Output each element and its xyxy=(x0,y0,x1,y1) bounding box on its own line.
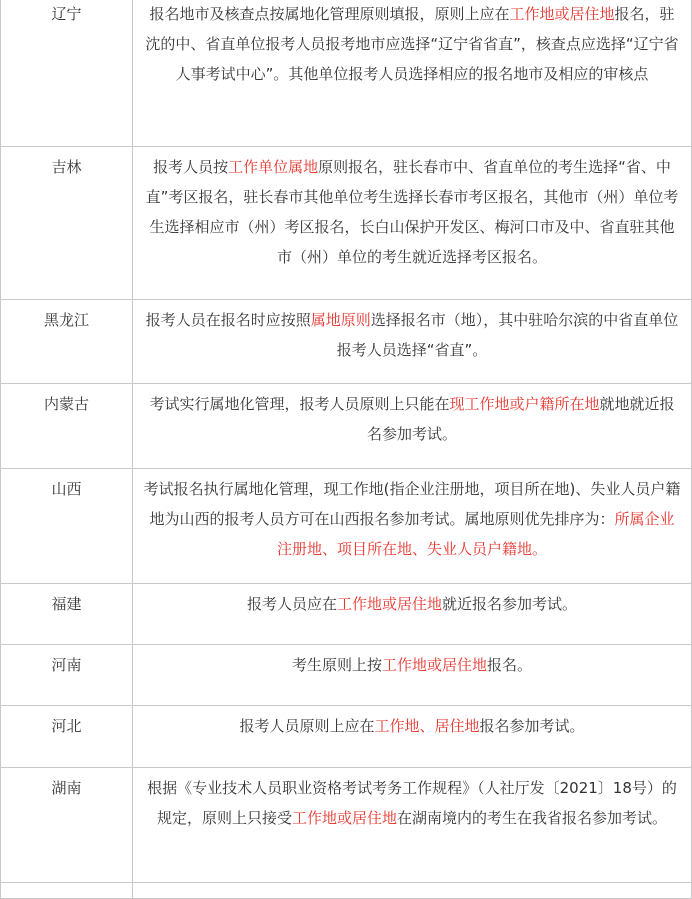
policy-cell xyxy=(133,584,692,645)
region-cell: 河北 xyxy=(1,706,133,768)
table-row xyxy=(1,384,692,469)
policy-cell xyxy=(133,706,692,768)
policy-text: 报名参加考试。 xyxy=(479,717,585,735)
highlighted-text: 工作地或居住地 xyxy=(509,5,615,23)
region-cell: 吉林 xyxy=(1,147,133,300)
policy-text: 原则报名，驻长春市中、省直单位的考生选择“省、中直”考区报名，驻长春市其他单位考生选择长春市考区报名，其他市（州）单位考生选择相应市（州）考区报名，长白山保护开发区、梅河口市及中、省直驻其他市（州）单位的考生就近选择考区报名。 xyxy=(145,158,679,266)
region-cell: 山西 xyxy=(1,469,133,584)
policy-text: 报考人员应在 xyxy=(246,595,337,613)
policy-text: 在湖南境内的考生在我省报名参加考试。 xyxy=(397,809,668,827)
highlighted-text: 工作地或居住地 xyxy=(336,595,442,613)
policy-text: 报名地市及核查点按属地化管理原则填报，原则上应在 xyxy=(149,5,510,23)
policy-cell xyxy=(133,300,692,384)
highlighted-text: 工作地或居住地 xyxy=(291,809,397,827)
highlighted-text: 所属企业注册地、项目所在地、失业人员户籍地。 xyxy=(276,510,675,558)
policy-text: 考试报名执行属地化管理，现工作地(指企业注册地，项目所在地)、失业人员户籍地为山西的报考人员方可在山西报名参加考试。属地原则优先排序为： xyxy=(143,480,681,528)
policy-cell xyxy=(133,645,692,706)
highlighted-text: 现工作地或户籍所在地 xyxy=(449,395,600,413)
region-cell: 黑龙江 xyxy=(1,300,133,384)
policy-text: 选择报名市（地），其中驻哈尔滨的中省直单位报考人员选择“省直”。 xyxy=(336,311,679,359)
highlighted-text: 属地原则 xyxy=(310,311,371,329)
policy-text: 考试实行属地化管理，报考人员原则上只能在 xyxy=(149,395,450,413)
table-row xyxy=(1,584,692,645)
region-cell: 湖南 xyxy=(1,768,133,883)
policy-text: 就地就近报名参加考试。 xyxy=(366,395,675,443)
highlighted-text: 工作地、居住地 xyxy=(374,717,480,735)
table-row xyxy=(1,706,692,768)
policy-text: 根据《专业技术人员职业资格考试考务工作规程》（人社厅发〔2021〕18号）的规定，原则上只接受 xyxy=(147,779,677,827)
policy-text: 就近报名参加考试。 xyxy=(442,595,578,613)
region-cell: 河南 xyxy=(1,645,133,706)
policy-text: 报考人员按 xyxy=(153,158,229,176)
policy-cell xyxy=(133,0,692,147)
table-row xyxy=(1,147,692,300)
policy-cell xyxy=(133,469,692,584)
highlighted-text: 工作地或居住地 xyxy=(381,656,487,674)
policy-text: 考生原则上按 xyxy=(291,656,382,674)
highlighted-text: 工作单位属地 xyxy=(228,158,319,176)
policy-cell xyxy=(133,147,692,300)
region-cell: 内蒙古 xyxy=(1,384,133,469)
table-row xyxy=(1,0,692,147)
region-cell: 福建 xyxy=(1,584,133,645)
policy-text: 报名，驻沈的中、省直单位报考人员报考地市应选择“辽宁省省直”，核查点应选择“辽宁省人事考试中心”。其他单位报考人员选择相应的报名地市及相应的审核点 xyxy=(145,5,679,83)
table-row xyxy=(1,469,692,584)
table-row xyxy=(1,768,692,883)
table-row xyxy=(1,645,692,706)
policy-cell xyxy=(133,384,692,469)
policy-text: 报考人员原则上应在 xyxy=(239,717,375,735)
policy-cell xyxy=(133,768,692,883)
policy-text: 报名。 xyxy=(487,656,533,674)
table-row xyxy=(1,300,692,384)
region-cell: 辽宁 xyxy=(1,0,133,147)
policy-text: 报考人员在报名时应按照 xyxy=(145,311,311,329)
